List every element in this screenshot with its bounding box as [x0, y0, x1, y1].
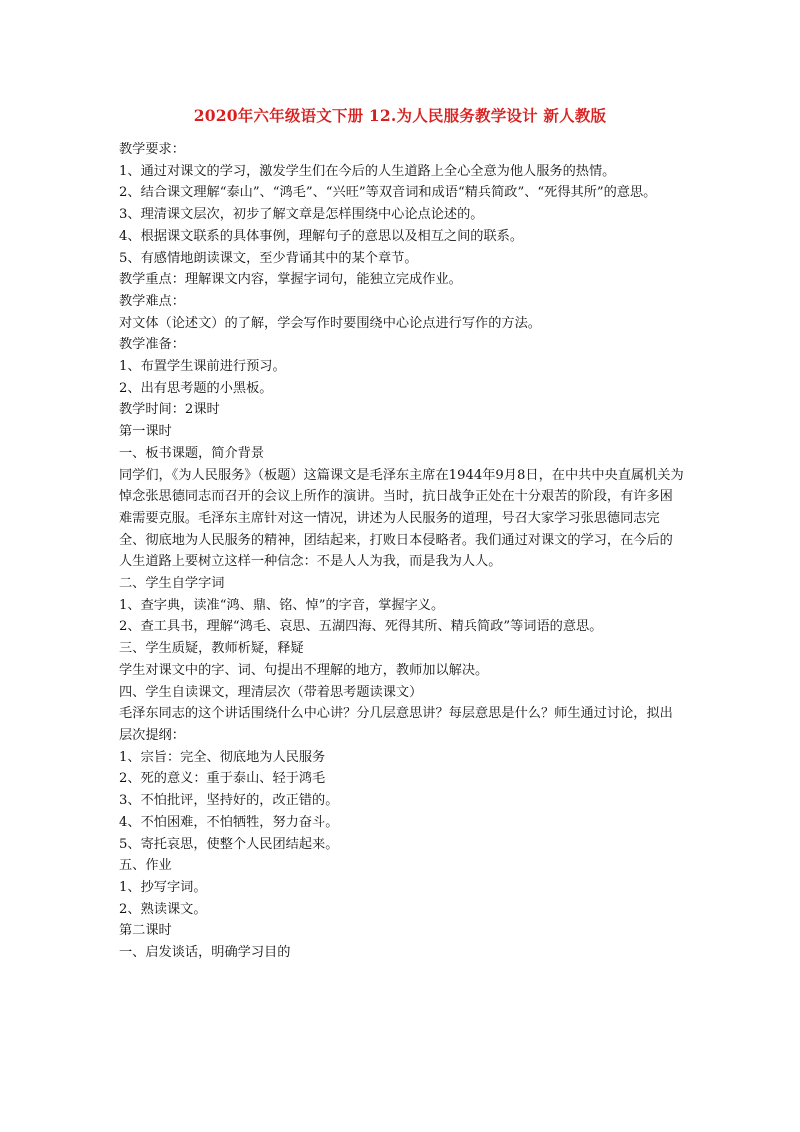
- paragraph: 四、学生自读课文，理清层次（带着思考题读课文）: [119, 684, 423, 700]
- document-title: 2020年六年级语文下册 12.为人民服务教学设计 新人教版: [193, 106, 607, 125]
- paragraph: 教学时间：2课时: [119, 402, 220, 418]
- paragraph: 1、宗旨：完全、彻底地为人民服务: [119, 749, 326, 765]
- paragraph: 一、板书课题，简介背景: [119, 445, 265, 461]
- paragraph: 学生对课文中的字、词、句提出不理解的地方，教师加以解决。: [119, 662, 489, 678]
- paragraph: 1、通过对课文的学习，激发学生们在今后的人生道路上全心全意为他人服务的热情。: [119, 163, 616, 179]
- paragraph: 五、作业: [119, 858, 172, 874]
- paragraph: 三、学生质疑，教师析疑，释疑: [119, 641, 304, 657]
- paragraph: 4、根据课文联系的具体事例，理解句子的意思以及相互之间的联系。: [119, 228, 524, 244]
- paragraph: 2、查工具书，理解“鸿毛、哀思、五湖四海、死得其所、精兵简政”等词语的意思。: [119, 619, 603, 635]
- paragraph: 第二课时: [119, 923, 172, 939]
- paragraph: 1、抄写字词。: [119, 879, 207, 895]
- paragraph: 教学重点：理解课文内容，掌握字词句，能独立完成作业。: [119, 272, 462, 288]
- paragraph: 3、理清课文层次，初步了解文章是怎样围绕中心论点论述的。: [119, 207, 484, 223]
- paragraph: 一、启发谈话，明确学习目的: [119, 945, 291, 961]
- paragraph: 1、布置学生课前进行预习。: [119, 359, 286, 375]
- paragraph: 二、学生自学字词: [119, 576, 225, 592]
- paragraph: 5、寄托哀思，使整个人民团结起来。: [119, 836, 339, 852]
- paragraph: 2、结合课文理解“泰山”、“鸿毛”、“兴旺”等双音词和成语“精兵简政”、“死得其所”的意思。: [119, 185, 657, 201]
- paragraph: 1、查字典，读准“鸿、鼎、铭、悼”的字音，掌握字义。: [119, 597, 445, 613]
- document-body: [119, 139, 685, 964]
- paragraph: 教学准备：: [119, 337, 185, 353]
- paragraph: 毛泽东同志的这个讲话围绕什么中心讲？分几层意思讲？每层意思是什么？师生通过讨论，拟出层次提纲：: [119, 706, 673, 743]
- paragraph: 2、死的意义：重于泰山、轻于鸿毛: [119, 771, 326, 787]
- paragraph: 教学难点：: [119, 293, 185, 309]
- paragraph: 2、出有思考题的小黑板。: [119, 380, 273, 396]
- paragraph: 4、不怕困难，不怕牺牲，努力奋斗。: [119, 814, 339, 830]
- paragraph: 第一课时: [119, 424, 172, 440]
- paragraph: 5、有感情地朗读课文，至少背诵其中的某个章节。: [119, 250, 418, 266]
- paragraph: 同学们，《为人民服务》（板题）这篇课文是毛泽东主席在1944年9月8日，在中共中央直属机关为悼念张思德同志而召开的会议上所作的演讲。当时，抗日战争正处在十分艰苦的阶段，有许多困难需要克服。毛泽东主席针对这一情况，讲述为人民服务的道理，号召大家学习张思德同志完全、彻底地为人民服务的精神，团结起来，打败日本侵略者。我们通过对课文的学习，在今后的人生道路上要树立这样一种信念：不是人人为我，而是我为人人。: [119, 467, 684, 570]
- paragraph: 2、熟读课文。: [119, 901, 207, 917]
- paragraph: 3、不怕批评，坚持好的，改正错的。: [119, 793, 339, 809]
- paragraph: 对文体（论述文）的了解，学会写作时要围绕中心论点进行写作的方法。: [119, 315, 541, 331]
- paragraph: 教学要求：: [119, 142, 185, 157]
